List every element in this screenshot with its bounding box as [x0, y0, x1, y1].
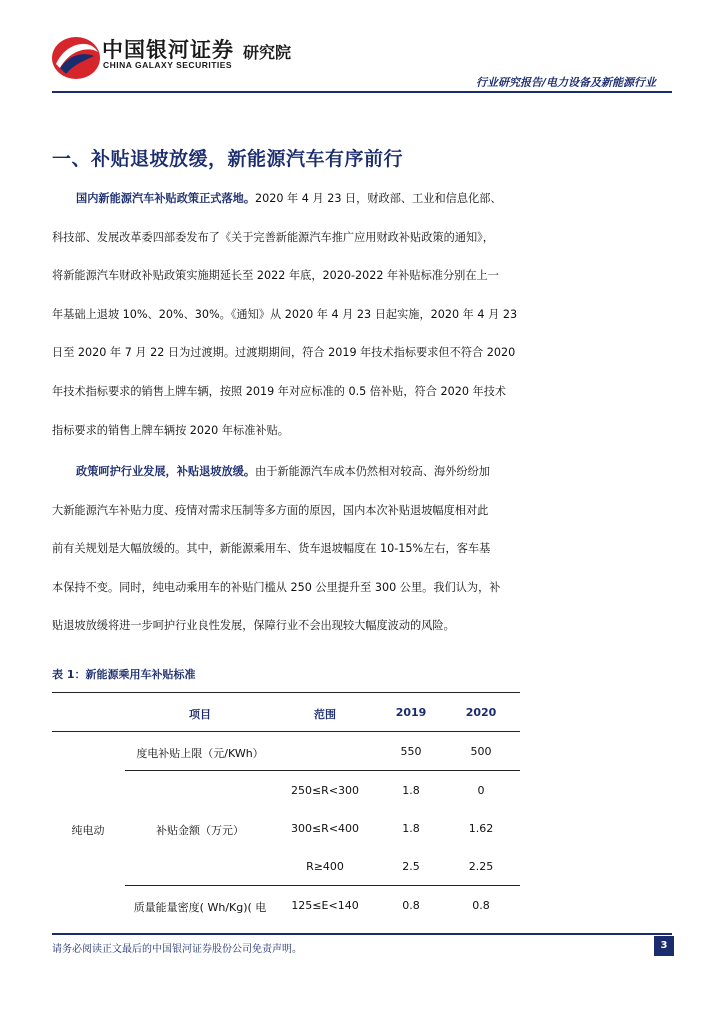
table-header-item: 项目 [189, 708, 211, 721]
paragraph-line: 指标要求的销售上牌车辆按 2020 年标准补贴。 [52, 423, 289, 437]
report-category: 行业研究报告/电力设备及新能源行业 [475, 76, 656, 89]
paragraph-line: 年技术指标要求的销售上牌车辆，按照 2019 年对应标准的 0.5 倍补贴，符合 2020 年技术 [52, 384, 507, 398]
table-cell-2019: 0.8 [402, 899, 420, 912]
paragraph-line [52, 180, 674, 219]
galaxy-logo-icon [50, 34, 102, 82]
paragraph-line: 本保持不变。同时，纯电动乘用车的补贴门槛从 250 公里提升至 300 公里。我们认为，补 [52, 580, 501, 594]
paragraph-slowdown [52, 453, 674, 646]
paragraph-policy [52, 180, 674, 450]
paragraph-line: 将新能源汽车财政补贴政策实施期延长至 2022 年底，2020-2022 年补贴标准分别在上一 [52, 269, 499, 283]
institute-label: 研究院 [243, 43, 292, 62]
header-divider [52, 91, 672, 93]
paragraph-line: 贴退坡放缓将进一步呵护行业良性发展，保障行业不会出现较大幅度波动的风险。 [52, 619, 455, 633]
table-header-range: 范围 [314, 708, 336, 721]
section-title: 一、补贴退坡放缓，新能源汽车有序前行 [52, 148, 404, 170]
paragraph-text: 2020 年 4 月 23 日，财政部、工业和信息化部、 [255, 192, 502, 205]
table-cell-2019: 550 [400, 745, 422, 758]
table-cell-2020: 500 [470, 745, 492, 758]
paragraph-lead: 国内新能源汽车补贴政策正式落地。 [76, 192, 256, 205]
table-cell-2019: 2.5 [402, 860, 420, 873]
brand-logo [0, 18, 320, 78]
table-caption: 表 1：新能源乘用车补贴标准 [52, 668, 196, 681]
paragraph-line: 大新能源汽车补贴力度、疫情对需求压制等多方面的原因，国内本次补贴退坡幅度相对此 [52, 503, 489, 517]
table-cell-range: 300≤R<400 [290, 822, 360, 835]
paragraph-line: 科技部、发展改革委四部委发布了《关于完善新能源汽车推广应用财政补贴政策的通知》， [52, 230, 494, 244]
table-cell-2020: 1.62 [468, 822, 494, 835]
table-cell-2019: 1.8 [402, 822, 420, 835]
table-header-rule [52, 731, 520, 732]
page-number: 3 [654, 936, 674, 956]
table-row-rule [125, 770, 520, 771]
paragraph-line: 前有关规划是大幅放缓的。其中，新能源乘用车、货车退坡幅度在 10-15%左右，客车基 [52, 542, 491, 556]
logo-english-name: CHINA GALAXY SECURITIES [103, 60, 233, 70]
footer-divider [52, 933, 672, 935]
table-header-2019: 2019 [395, 706, 427, 719]
table-cell-2020: 0 [477, 784, 485, 797]
logo-chinese-name: 中国银河证券 [102, 38, 234, 62]
table-cell-2020: 0.8 [472, 899, 490, 912]
table-cell-item: 度电补贴上限（元/KWh） [136, 747, 264, 760]
table-cell-range: 250≤R<300 [290, 784, 360, 797]
table-header-2020: 2020 [465, 706, 497, 719]
footer-disclaimer: 请务必阅读正文最后的中国银河证券股份公司免责声明。 [52, 944, 302, 955]
paragraph-line: 日至 2020 年 7 月 22 日为过渡期。过渡期期间，符合 2019 年技术指标要求但不符合 2020 [52, 346, 516, 360]
table-cell-2019: 1.8 [402, 784, 420, 797]
table-top-rule [52, 692, 520, 693]
table-cell-item: 质量能量密度( Wh/Kg)( 电 [133, 901, 267, 914]
paragraph-lead: 政策呵护行业发展，补贴退坡放缓。 [76, 465, 256, 478]
table-cell-item: 补贴金额（万元） [156, 824, 244, 837]
table-row-rule [125, 885, 520, 886]
paragraph-text: 由于新能源汽车成本仍然相对较高、海外纷纷加 [255, 465, 490, 478]
paragraph-line: 年基础上退坡 10%、20%、30%。《通知》从 2020 年 4 月 23 日起实施，2020 年 4 月 23 [52, 307, 518, 321]
table-cell-range: R≥400 [306, 860, 344, 873]
table-cell-2020: 2.25 [468, 860, 494, 873]
paragraph-line [52, 453, 674, 492]
table-cell-range: 125≤E<140 [291, 899, 359, 912]
table-group-label: 纯电动 [71, 824, 105, 837]
